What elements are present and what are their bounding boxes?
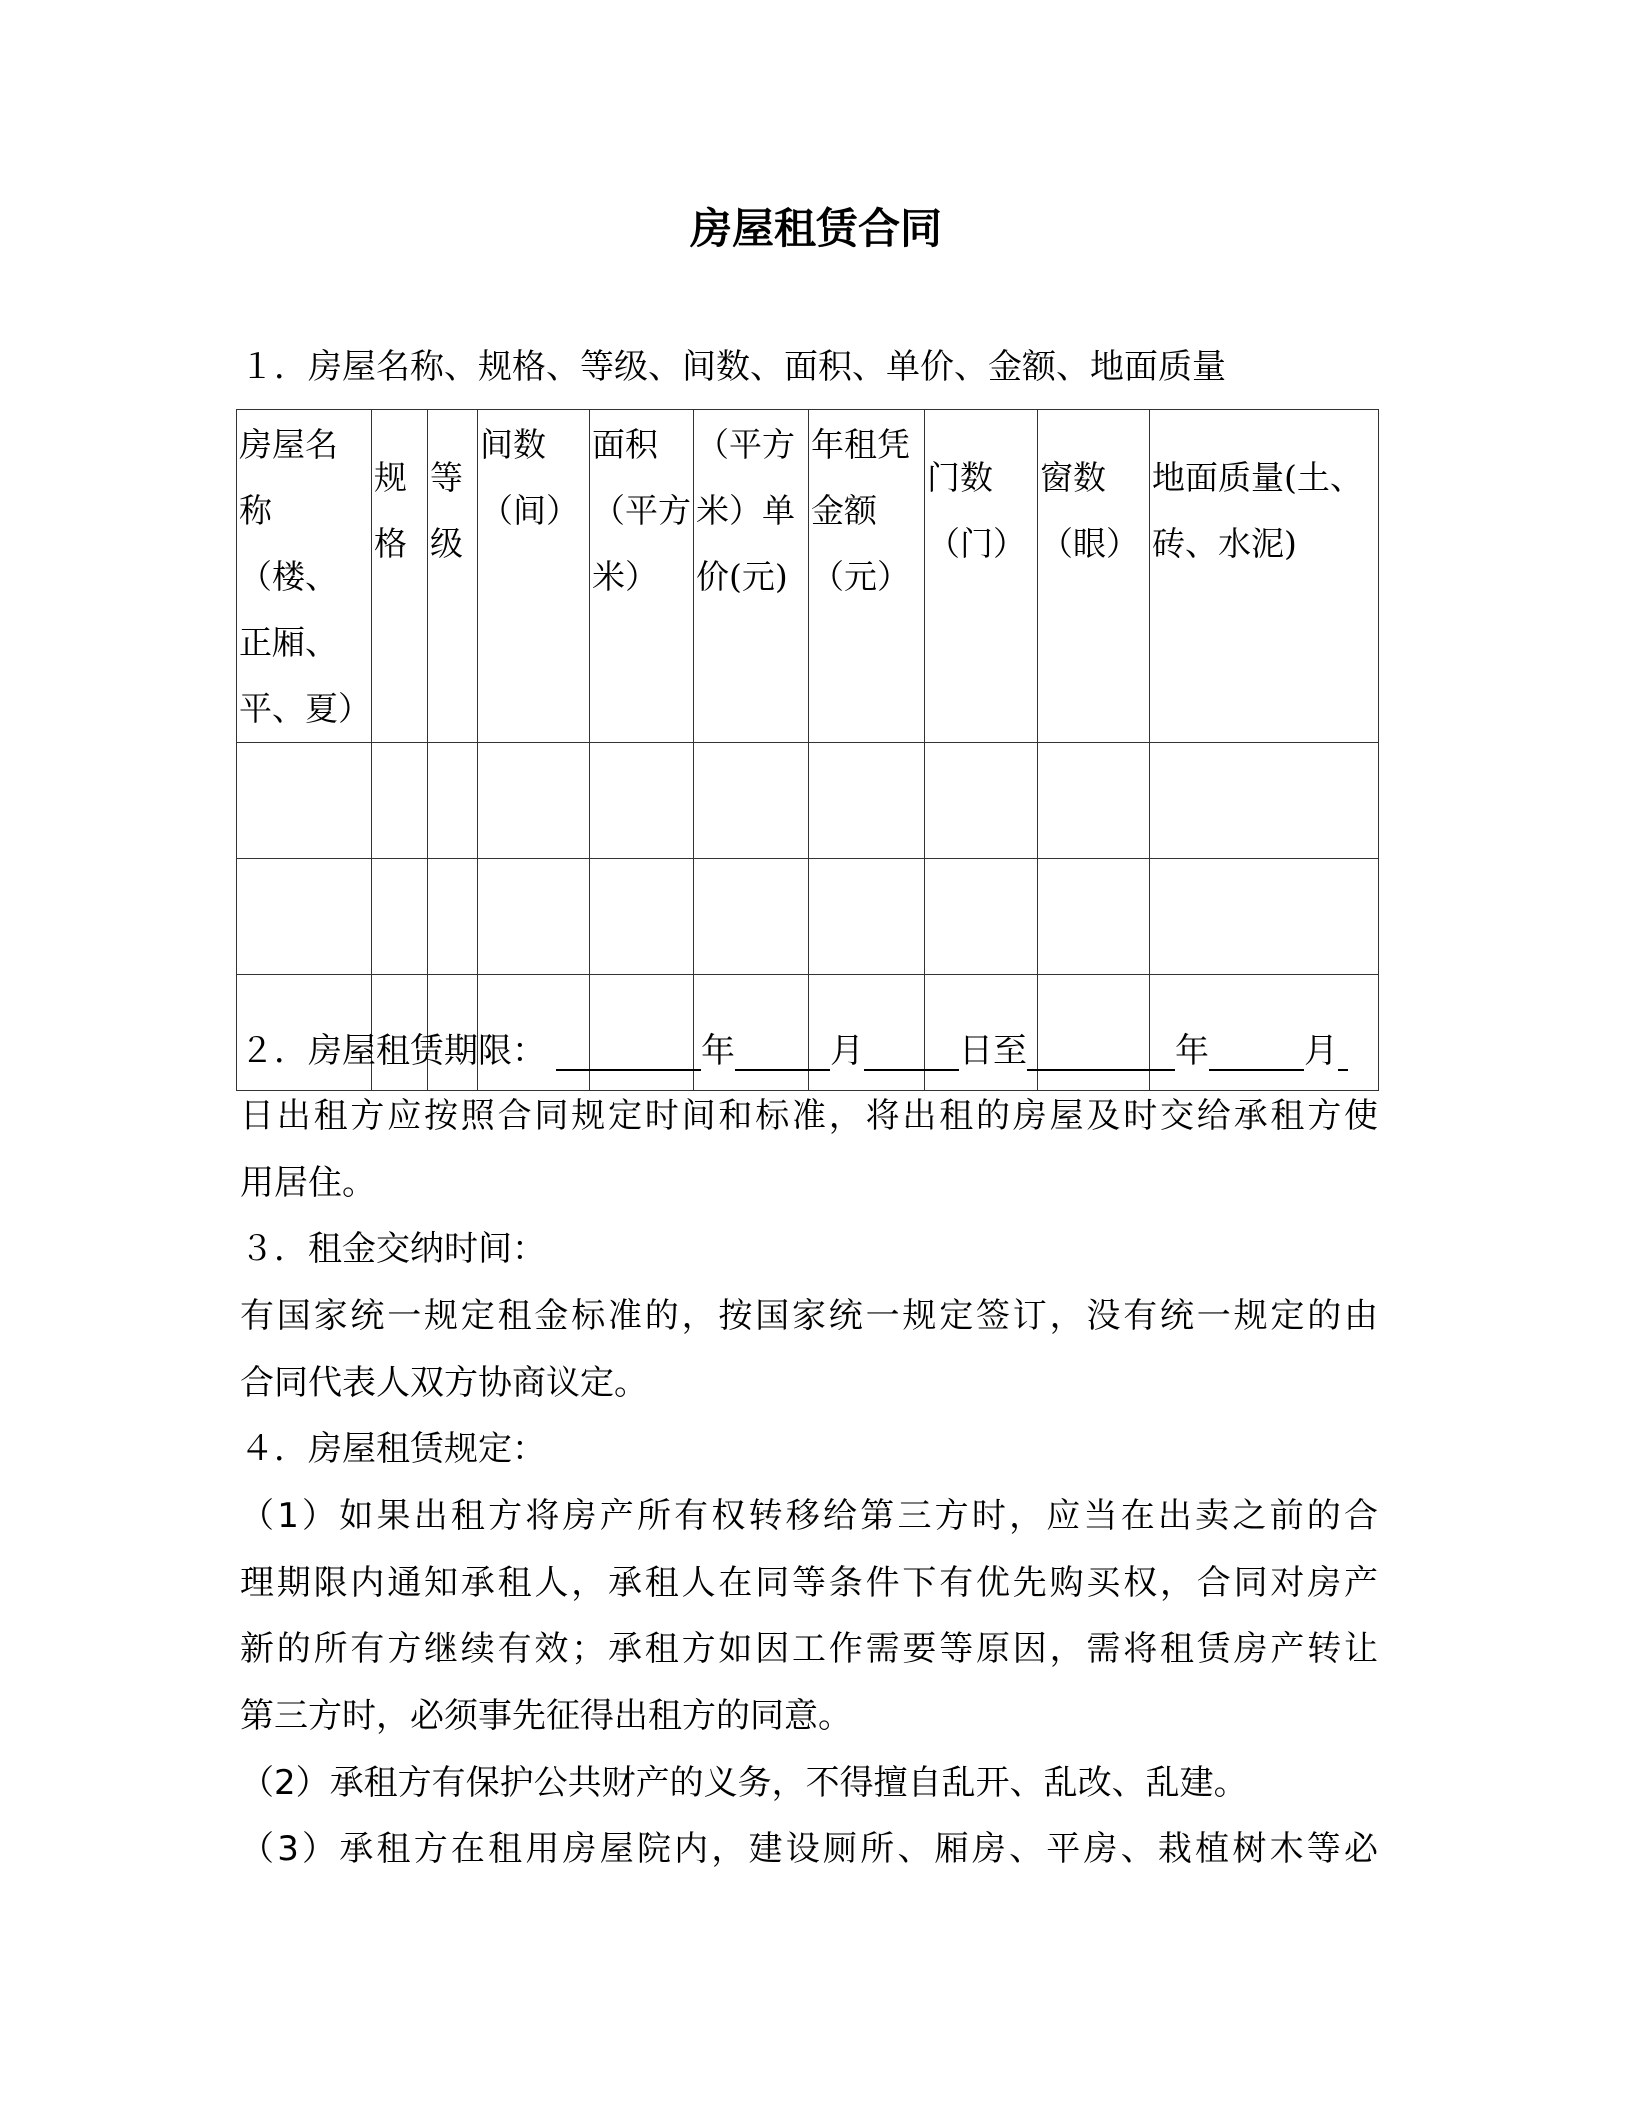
header-annual-rent: 年租凭金额（元） <box>809 410 925 743</box>
section3-line1: 有国家统一规定租金标准的，按国家统一规定签订，没有统一规定的由 <box>240 1296 1378 1336</box>
table-cell[interactable] <box>478 859 590 975</box>
section3-heading: ３．租金交纳时间： <box>240 1229 546 1269</box>
header-unit-price: （平方米）单价(元) <box>694 410 809 743</box>
section2-line2: 日出租方应按照合同规定时间和标准，将出租的房屋及时交给承租方使 <box>240 1096 1378 1136</box>
month-label: 月 <box>830 1031 864 1071</box>
table-cell[interactable] <box>694 743 809 859</box>
end-month-blank[interactable] <box>1209 1029 1304 1071</box>
section1-heading: １．房屋名称、规格、等级、间数、面积、单价、金额、地面质量 <box>240 347 1226 387</box>
table-row <box>237 743 1379 859</box>
table-cell[interactable] <box>478 743 590 859</box>
table-cell[interactable] <box>428 859 478 975</box>
header-area: 面积（平方米） <box>590 410 694 743</box>
header-spec: 规格 <box>372 410 428 743</box>
table-cell[interactable] <box>428 743 478 859</box>
header-grade: 等级 <box>428 410 478 743</box>
start-month-blank[interactable] <box>735 1029 830 1071</box>
section4-p3: （3）承租方在租用房屋院内，建设厕所、厢房、平房、栽植树木等必 <box>240 1829 1378 1869</box>
table-row <box>237 859 1379 975</box>
document-title: 房屋租赁合同 <box>689 204 942 253</box>
table-cell[interactable] <box>1150 743 1379 859</box>
section4-p1-line: 新的所有方继续有效；承租方如因工作需要等原因，需将租赁房产转让 <box>240 1629 1378 1669</box>
year-label: 年 <box>1175 1031 1209 1071</box>
table-cell[interactable] <box>925 743 1038 859</box>
section4-heading: ４．房屋租赁规定： <box>240 1429 546 1469</box>
section4-p2: （2）承租方有保护公共财产的义务，不得擅自乱开、乱改、乱建。 <box>240 1763 1248 1803</box>
property-table <box>236 409 1379 1091</box>
start-day-blank[interactable] <box>864 1029 959 1071</box>
header-rooms: 间数（间） <box>478 410 590 743</box>
start-year-blank[interactable] <box>556 1029 701 1071</box>
table-cell[interactable] <box>1150 859 1379 975</box>
day-to-label: 日至 <box>959 1031 1027 1071</box>
table-cell[interactable] <box>372 743 428 859</box>
table-cell[interactable] <box>590 743 694 859</box>
table-cell[interactable] <box>237 859 372 975</box>
table-cell[interactable] <box>590 859 694 975</box>
table-header-row <box>237 410 1379 743</box>
header-windows: 窗数（眼） <box>1038 410 1150 743</box>
table-cell[interactable] <box>1038 743 1150 859</box>
header-doors: 门数（门） <box>925 410 1038 743</box>
month-label: 月 <box>1304 1031 1338 1071</box>
table-cell[interactable] <box>694 859 809 975</box>
header-floor-quality: 地面质量(土、砖、水泥) <box>1150 410 1379 743</box>
section4-p1-line: 理期限内通知承租人，承租人在同等条件下有优先购买权，合同对房产 <box>240 1563 1378 1603</box>
table-cell[interactable] <box>237 743 372 859</box>
header-name: 房屋名称（楼、正厢、平、夏） <box>237 410 372 743</box>
section4-p1-line: 第三方时，必须事先征得出租方的同意。 <box>240 1696 852 1736</box>
section2-heading: ２．房屋租赁期限： <box>240 1031 546 1071</box>
table-cell[interactable] <box>809 859 925 975</box>
table-cell[interactable] <box>372 859 428 975</box>
end-year-blank[interactable] <box>1027 1029 1175 1071</box>
table-cell[interactable] <box>809 743 925 859</box>
section2-line1 <box>240 1029 1378 1071</box>
end-day-blank[interactable] <box>1338 1029 1348 1071</box>
year-label: 年 <box>701 1031 735 1071</box>
section3-line2: 合同代表人双方协商议定。 <box>240 1363 648 1403</box>
table-cell[interactable] <box>925 859 1038 975</box>
table-cell[interactable] <box>1038 859 1150 975</box>
section4-p1-line: （1）如果出租方将房产所有权转移给第三方时，应当在出卖之前的合 <box>240 1496 1378 1536</box>
section2-line3: 用居住。 <box>240 1163 376 1203</box>
